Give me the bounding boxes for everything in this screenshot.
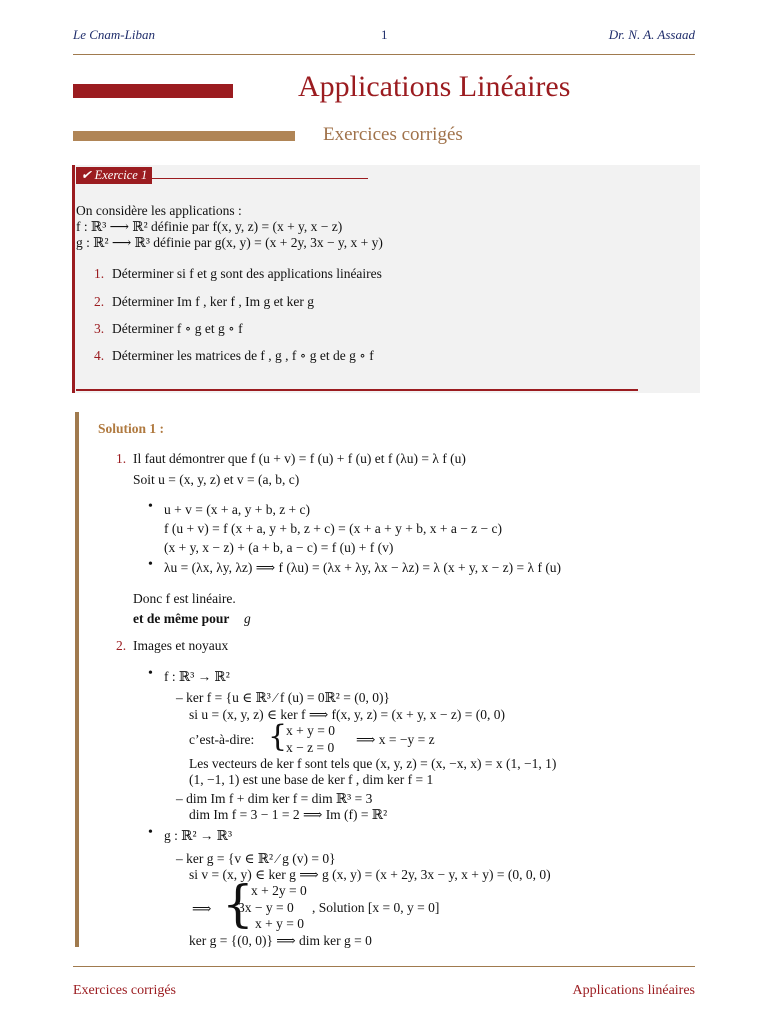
solution-step-num: 2. xyxy=(116,638,127,653)
footer-right: Applications linéaires xyxy=(572,983,695,998)
bullet-icon: • xyxy=(148,499,153,514)
brace-icon: { xyxy=(222,875,254,933)
solution-text: c’est-à-dire: xyxy=(189,732,255,747)
exercise-def-g: g : ℝ² ⟶ ℝ³ définie par g(x, y) = (x + 2y, 3x − y, x + y) xyxy=(76,235,383,250)
solution-text: Il faut démontrer que f (u + v) = f (u) + f (u) et f (λu) = λ f (u) xyxy=(133,451,466,466)
solution-math: (x + y, x − z) + (a + b, a − c) = f (u) + f (v) xyxy=(164,540,394,555)
solution-math: 3x − y = 0 xyxy=(238,900,294,915)
solution-math: – dim Im f + dim ker f = dim ℝ³ = 3 xyxy=(176,791,373,806)
exercise-intro: On considère les applications : xyxy=(76,203,242,218)
solution-math: x + y = 0 xyxy=(255,916,304,931)
subtitle-accent-bar xyxy=(73,131,295,141)
exercise-bottom-rule xyxy=(76,389,638,391)
solution-math: – ker f = {u ∈ ℝ³ ⁄ f (u) = 0ℝ² = (0, 0)} xyxy=(176,690,390,705)
bullet-icon: • xyxy=(148,557,153,572)
exercise-item-num: 3. xyxy=(94,321,105,336)
exercise-item: Déterminer Im f , ker f , Im g et ker g xyxy=(112,294,315,309)
solution-math: f : ℝ³ → ℝ² xyxy=(164,669,230,684)
solution-math: x + y = 0 xyxy=(286,723,335,738)
footer-left: Exercices corrigés xyxy=(73,983,176,998)
solution-math: ker g = {(0, 0)} ⟹ dim ker g = 0 xyxy=(189,933,372,948)
footer-rule xyxy=(73,966,695,967)
exercise-tag: ✔ Exercice 1 xyxy=(76,167,152,184)
bullet-icon: • xyxy=(148,825,153,840)
solution-label: Solution 1 : xyxy=(98,421,165,436)
brace-icon: { xyxy=(268,719,288,754)
solution-text: Soit u = (x, y, z) et v = (a, b, c) xyxy=(133,472,300,487)
page-title: Applications Linéaires xyxy=(298,70,571,103)
solution-math: x − z = 0 xyxy=(286,740,335,755)
exercise-item: Déterminer si f et g sont des applications linéaires xyxy=(112,266,382,281)
solution-text: Images et noyaux xyxy=(133,638,229,653)
header-right: Dr. N. A. Assaad xyxy=(608,27,695,42)
solution-math: , Solution [x = 0, y = 0] xyxy=(312,900,440,915)
solution-math: u + v = (x + a, y + b, z + c) xyxy=(164,502,311,517)
solution-math: ⟹ x = −y = z xyxy=(356,732,435,747)
solution-math: si v = (x, y) ∈ ker g ⟹ g (x, y) = (x + 2y, 3x − y, x + y) = (0, 0, 0) xyxy=(189,867,551,882)
exercise-item: Déterminer f ∘ g et g ∘ f xyxy=(112,321,243,336)
solution-text: Donc f est linéaire. xyxy=(133,591,236,606)
solution-math: (1, −1, 1) est une base de ker f , dim ker f = 1 xyxy=(189,772,434,787)
exercise-item-num: 2. xyxy=(94,294,105,309)
page-number: 1 xyxy=(381,27,388,42)
solution-step-num: 1. xyxy=(116,451,127,466)
solution-math: – ker g = {v ∈ ℝ² ⁄ g (v) = 0} xyxy=(176,851,336,866)
solution-side-bar xyxy=(75,412,79,947)
title-accent-bar xyxy=(73,84,233,98)
solution-math: ⟹ xyxy=(192,901,212,916)
solution-text-bold: et de même pour xyxy=(133,611,230,626)
bullet-icon: • xyxy=(148,666,153,681)
exercise-item: Déterminer les matrices de f , g , f ∘ g et de g ∘ f xyxy=(112,348,374,363)
solution-math: dim Im f = 3 − 1 = 2 ⟹ Im (f) = ℝ² xyxy=(189,807,388,822)
solution-math: λu = (λx, λy, λz) ⟹ f (λu) = (λx + λy, λx − λz) = λ (x + y, x − z) = λ f (u) xyxy=(164,560,562,575)
exercise-box-border xyxy=(72,165,75,393)
solution-math: f (u + v) = f (x + a, y + b, z + c) = (x + a + y + b, x + a − z − c) xyxy=(164,521,503,536)
page-subtitle: Exercices corrigés xyxy=(323,124,463,145)
exercise-item-num: 4. xyxy=(94,348,105,363)
solution-text: g xyxy=(244,611,251,626)
exercise-item-num: 1. xyxy=(94,266,105,281)
solution-math: si u = (x, y, z) ∈ ker f ⟹ f(x, y, z) = (x + y, x − z) = (0, 0) xyxy=(189,707,505,722)
header-rule xyxy=(73,54,695,55)
solution-math: g : ℝ² → ℝ³ xyxy=(164,828,233,843)
solution-math: Les vecteurs de ker f sont tels que (x, y, z) = (x, −x, x) = x (1, −1, 1) xyxy=(189,756,557,771)
header-left: Le Cnam-Liban xyxy=(73,27,155,42)
exercise-def-f: f : ℝ³ ⟶ ℝ² définie par f(x, y, z) = (x + y, x − z) xyxy=(76,219,343,234)
solution-math: x + 2y = 0 xyxy=(251,883,307,898)
